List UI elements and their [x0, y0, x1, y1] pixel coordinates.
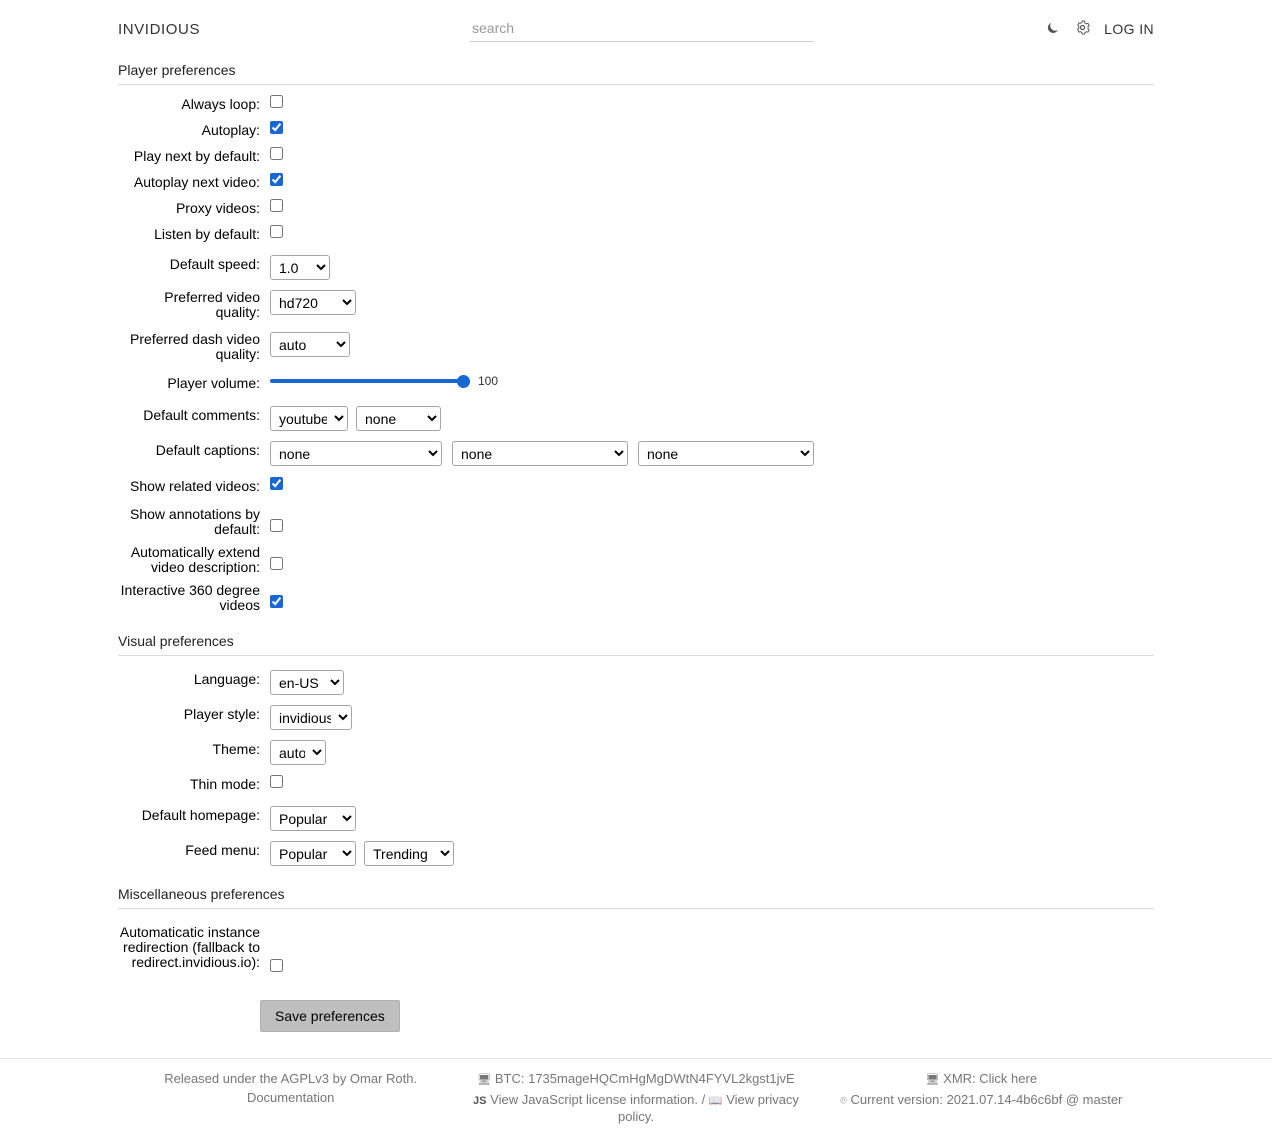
checkbox-interactive-360[interactable] — [270, 595, 283, 608]
checkbox-always-loop[interactable] — [270, 95, 283, 108]
field-play-next — [118, 147, 1154, 169]
checkbox-auto-redirect[interactable] — [270, 959, 283, 972]
label-show-related: Show related videos: — [130, 478, 260, 494]
checkbox-show-annotations[interactable] — [270, 519, 283, 532]
checkbox-show-related[interactable] — [270, 477, 283, 490]
label-always-loop: Always loop: — [181, 96, 260, 112]
section-title-misc: Miscellaneous preferences — [118, 884, 1154, 909]
label-default-homepage: Default homepage: — [141, 807, 260, 823]
label-autoplay: Autoplay: — [201, 122, 260, 138]
select-default-comments-1[interactable] — [270, 406, 348, 431]
save-row-spacer — [118, 1000, 260, 1032]
navbar-right — [814, 20, 1154, 38]
book-icon: 📖 — [708, 1095, 723, 1107]
monitor-icon: 🖥 — [477, 1074, 492, 1086]
field-preferred-dash-quality — [118, 332, 1154, 362]
footer-left — [118, 1071, 463, 1128]
footer-separator: / — [701, 1092, 706, 1107]
label-feed-menu: Feed menu: — [185, 842, 260, 858]
field-show-related — [118, 477, 1154, 499]
search-form — [470, 17, 814, 42]
monitor-icon-xmr: 🖥 — [925, 1074, 940, 1086]
search-input[interactable] — [470, 17, 814, 42]
footer-privacy-link[interactable]: View privacy policy. — [618, 1092, 799, 1124]
field-default-homepage — [118, 806, 1154, 831]
field-autoplay — [118, 121, 1154, 143]
field-interactive-360 — [118, 581, 1154, 613]
field-show-annotations — [118, 505, 1154, 537]
gear-icon[interactable] — [1075, 20, 1090, 38]
field-language — [118, 670, 1154, 695]
select-preferred-quality[interactable] — [270, 290, 356, 315]
label-extend-description: Automatically extend video description: — [130, 544, 260, 575]
select-player-style[interactable] — [270, 705, 352, 730]
section-title-player: Player preferences — [118, 60, 1154, 85]
label-show-annotations: Show annotations by default: — [130, 506, 260, 537]
checkbox-play-next[interactable] — [270, 147, 283, 160]
footer-license-text: Released under the AGPLv3 by Omar Roth. — [164, 1071, 418, 1086]
field-default-captions — [118, 441, 1154, 466]
field-player-volume — [118, 374, 1154, 396]
footer-documentation-link[interactable]: Documentation — [246, 1090, 335, 1105]
footer — [0, 1058, 1272, 1138]
field-thin-mode — [118, 775, 1154, 797]
label-interactive-360: Interactive 360 degree videos — [120, 582, 260, 613]
label-player-style: Player style: — [183, 706, 260, 722]
checkbox-autoplay-next[interactable] — [270, 173, 283, 186]
github-icon: ⌾ — [840, 1095, 847, 1107]
label-theme: Theme: — [212, 741, 260, 757]
label-play-next: Play next by default: — [133, 148, 260, 164]
checkbox-extend-description[interactable] — [270, 557, 283, 570]
save-preferences-button[interactable]: Save preferences — [260, 1000, 400, 1032]
footer-version-link[interactable]: Current version: 2021.07.14-4b6c6bf @ master — [850, 1092, 1123, 1107]
player-volume-value: 100 — [478, 374, 499, 388]
brand-logo[interactable]: INVIDIOUS — [118, 20, 201, 38]
field-default-speed — [118, 255, 1154, 280]
label-preferred-quality: Preferred video quality: — [164, 289, 260, 320]
select-default-captions-2[interactable] — [452, 441, 628, 466]
field-extend-description — [118, 543, 1154, 575]
select-feed-menu-2[interactable] — [364, 841, 454, 866]
moon-icon[interactable] — [1046, 20, 1061, 38]
field-player-style — [118, 705, 1154, 730]
footer-center — [463, 1071, 808, 1128]
field-autoplay-next — [118, 173, 1154, 195]
select-default-comments-2[interactable] — [356, 406, 441, 431]
label-proxy-videos: Proxy videos: — [175, 200, 260, 216]
field-preferred-quality — [118, 290, 1154, 320]
label-language: Language: — [193, 671, 260, 687]
select-theme[interactable] — [270, 740, 326, 765]
field-auto-redirect — [118, 923, 1154, 972]
select-preferred-dash-quality[interactable] — [270, 332, 350, 357]
label-thin-mode: Thin mode: — [189, 776, 260, 792]
field-listen-default — [118, 225, 1154, 247]
section-title-visual: Visual preferences — [118, 631, 1154, 656]
footer-xmr-link[interactable]: XMR: Click here — [943, 1071, 1038, 1086]
field-default-comments — [118, 406, 1154, 431]
field-proxy-videos — [118, 199, 1154, 221]
js-badge-icon: JS — [473, 1095, 487, 1107]
label-default-captions: Default captions: — [155, 442, 260, 458]
label-listen-default: Listen by default: — [154, 226, 260, 242]
select-feed-menu-1[interactable] — [270, 841, 356, 866]
login-link[interactable]: LOG IN — [1104, 21, 1154, 37]
footer-js-license-link[interactable]: View JavaScript license information. — [490, 1092, 698, 1107]
checkbox-listen-default[interactable] — [270, 225, 283, 238]
field-feed-menu — [118, 841, 1154, 866]
navbar — [0, 0, 1272, 54]
footer-right — [809, 1071, 1154, 1128]
checkbox-thin-mode[interactable] — [270, 775, 283, 788]
save-row — [118, 1000, 1154, 1032]
label-autoplay-next: Autoplay next video: — [133, 174, 260, 190]
preferences-content — [0, 60, 1272, 1032]
select-default-captions-3[interactable] — [638, 441, 814, 466]
label-default-speed: Default speed: — [169, 256, 260, 272]
select-default-homepage[interactable] — [270, 806, 356, 831]
label-auto-redirect: Automaticatic instance redirection (fallback to redirect.invidious.io): — [119, 924, 260, 970]
select-default-speed[interactable] — [270, 255, 330, 280]
select-default-captions-1[interactable] — [270, 441, 442, 466]
checkbox-proxy-videos[interactable] — [270, 199, 283, 212]
field-always-loop — [118, 95, 1154, 117]
label-player-volume: Player volume: — [167, 375, 260, 391]
slider-player-volume[interactable] — [270, 379, 470, 383]
label-preferred-dash-quality: Preferred dash video quality: — [130, 331, 260, 362]
footer-btc-text: BTC: 1735mageHQCmHgMgDWtN4FYVL2kgst1jvE — [494, 1071, 795, 1086]
label-default-comments: Default comments: — [143, 407, 260, 423]
select-language[interactable] — [270, 670, 344, 695]
field-theme — [118, 740, 1154, 765]
checkbox-autoplay[interactable] — [270, 121, 283, 134]
